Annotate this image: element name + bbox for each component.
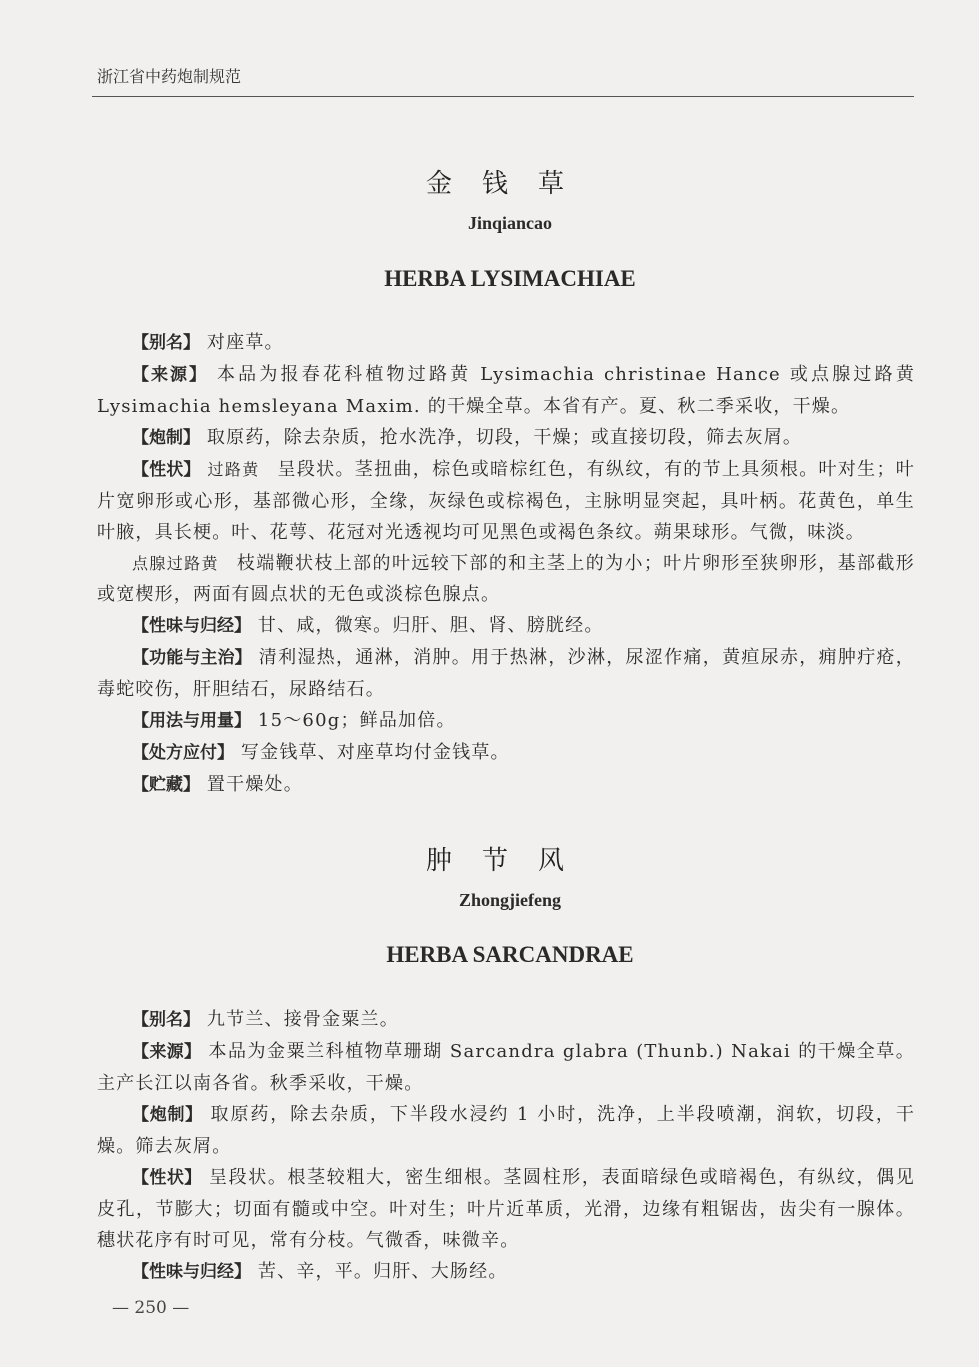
paragraph <box>97 705 915 737</box>
entry-title-pinyin: Zhongjiefeng <box>458 890 561 910</box>
section-label: 【别名】 <box>132 333 200 353</box>
paragraph <box>97 769 915 801</box>
section-label: 【性状】 <box>132 460 201 480</box>
paragraph-text: 甘、咸，微寒。归肝、胆、肾、膀胱经。 <box>257 615 604 636</box>
paragraph-text: 九节兰、接骨金粟兰。 <box>206 1009 399 1030</box>
paragraph-text: 写金钱草、对座草均付金钱草。 <box>240 742 510 763</box>
paragraph-text: 取原药，除去杂质，抢水洗净，切段，干燥；或直接切段，筛去灰屑。 <box>206 427 803 448</box>
paragraph <box>97 1162 915 1256</box>
entry-title-latin: HERBA LYSIMACHIAE <box>384 266 636 291</box>
section-label: 【功能与主治】 <box>132 648 252 668</box>
section-label: 【炮制】 <box>132 1105 203 1125</box>
running-header: 浙江省中药炮制规范 <box>97 67 242 86</box>
paragraph-text: 苦、辛，平。归肝、大肠经。 <box>257 1261 508 1282</box>
paragraph <box>97 737 915 769</box>
header-rule <box>92 96 914 97</box>
entry-title-latin: HERBA SARCANDRAE <box>386 942 634 967</box>
section-label: 【别名】 <box>132 1010 200 1030</box>
entry-body <box>97 327 915 801</box>
paragraph-text: 本品为金粟兰科植物草珊瑚 Sarcandra glabra (Thunb.) Nakai 的干燥全草。主产长江以南各省。秋季采收，干燥。 <box>97 1041 916 1094</box>
paragraph <box>97 1036 915 1099</box>
section-label: 【性状】 <box>132 1168 202 1188</box>
paragraph <box>97 327 915 359</box>
entry-title-cn: 肿节风 <box>425 846 594 876</box>
paragraph-text: 置干燥处。 <box>206 774 303 795</box>
paragraph-text: 枝端鞭状枝上部的叶远较下部的和主茎上的为小；叶片卵形至狭卵形，基部截形或宽楔形，两面有圆点状的无色或淡棕色腺点。 <box>97 553 915 605</box>
section-label: 【炮制】 <box>132 428 200 448</box>
paragraph <box>97 454 915 548</box>
sub-label: 过路黄 <box>207 460 260 479</box>
paragraph-text: 呈段状。根茎较粗大，密生细根。茎圆柱形，表面暗绿色或暗褐色，有纵纹，偶见皮孔，节膨大；切面有髓或中空。叶对生；叶片近革质，光滑，边缘有粗锯齿，齿尖有一腺体。穗状花序有时可见，常有分枝。气微香，味微辛。 <box>97 1167 915 1251</box>
paragraph <box>97 548 915 610</box>
entry-title-cn: 金钱草 <box>425 169 594 199</box>
paragraph-text: 15～60g；鲜品加倍。 <box>257 710 456 731</box>
entry-title-pinyin: Jinqiancao <box>467 213 553 233</box>
section-label: 【来源】 <box>132 365 209 385</box>
paragraph <box>97 1099 915 1162</box>
paragraph <box>97 359 915 422</box>
section-label: 【处方应付】 <box>132 743 234 763</box>
paragraph-text: 本品为报春花科植物过路黄 Lysimachia christinae Hance 或点腺过路黄 Lysimachia hemsleyana Maxim. 的干燥全草。本省有产。夏、秋二季采收，干燥。 <box>97 364 916 417</box>
paragraph-text: 呈段状。茎扭曲，棕色或暗棕红色，有纵纹，有的节上具须根。叶对生；叶片宽卵形或心形，基部微心形，全缘，灰绿色或棕褐色，主脉明显突起，具叶柄。花黄色，单生叶腋，具长梗。叶、花萼、花冠对光透视均可见黑色或褐色条纹。蒴果球形。气微，味淡。 <box>97 459 915 543</box>
paragraph-text: 对座草。 <box>206 332 284 353</box>
section-label: 【性味与归经】 <box>132 616 251 636</box>
page-number: — 250 — <box>112 1298 190 1318</box>
paragraph <box>97 422 915 454</box>
paragraph-text: 清利湿热，通淋，消肿。用于热淋，沙淋，尿涩作痛，黄疸尿赤，痈肿疔疮，毒蛇咬伤，肝胆结石，尿路结石。 <box>97 647 916 700</box>
section-label: 【用法与用量】 <box>132 711 251 731</box>
sub-label: 点腺过路黄 <box>132 554 219 573</box>
paragraph <box>97 610 915 642</box>
paragraph <box>97 642 915 705</box>
paragraph <box>97 1004 915 1036</box>
section-label: 【性味与归经】 <box>132 1262 251 1282</box>
section-label: 【来源】 <box>132 1042 202 1062</box>
section-label: 【贮藏】 <box>132 775 200 795</box>
paragraph-text: 取原药，除去杂质，下半段水浸约 1 小时，洗净，上半段喷潮，润软，切段，干燥。筛去灰屑。 <box>97 1104 916 1157</box>
entry-body <box>97 1004 915 1288</box>
paragraph <box>97 1256 915 1288</box>
